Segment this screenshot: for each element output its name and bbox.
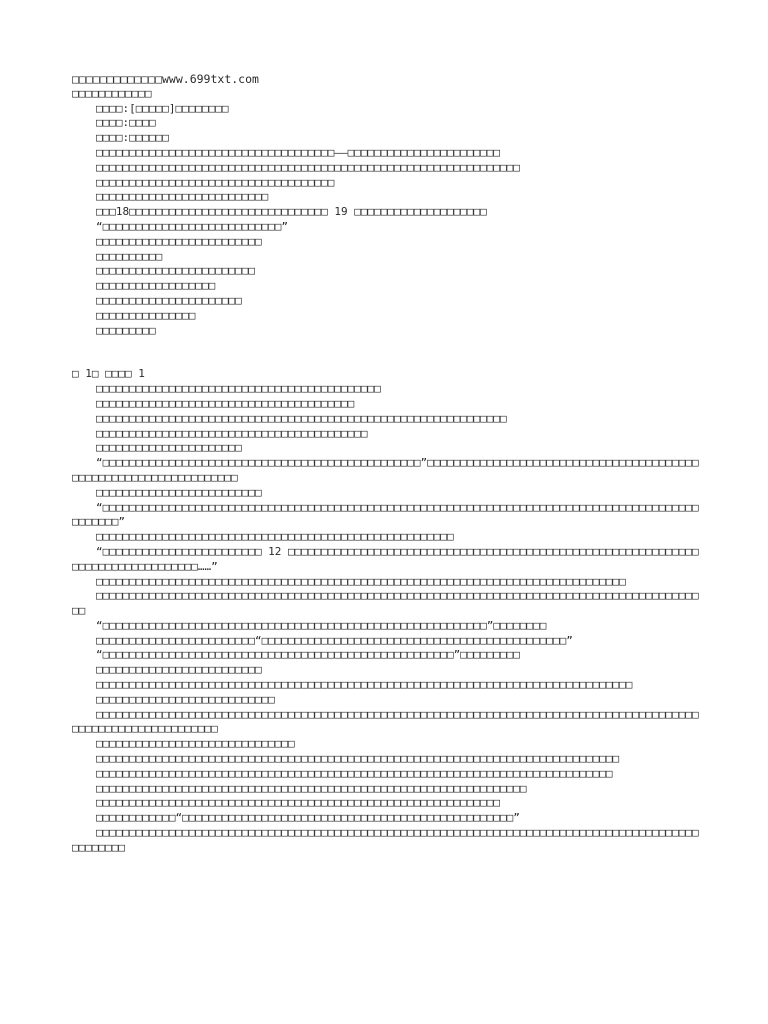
book-intro-line: □□□□□□□□□□□□□□□ <box>96 308 196 322</box>
book-intro-line: □□□□□□□□□□□□□□□□□□□□□□□□□□ <box>96 190 269 204</box>
paragraph: □□□□□□□□□□□□□□□□□□□□□□□□□□□□□□□□□□□□□□□□□□□□□□□□□□□□□□□□□□□□□□□□□□□□□□□□□□□□□□□□□□□□□□□□□□□□□□□□□□□□□□□□□□□□□□□□□ <box>72 707 699 736</box>
paragraph: “□□□□□□□□□□□□□□□□□□□□□□□□□□□□□□□□□□□□□□□□□□□□□□□□□□□□□□□□□□□□□□□□□□□□□□□□□□□□□□□□□□□□□□□□□□□□□□□□□” <box>72 500 699 529</box>
book-intro-line: “□□□□□□□□□□□□□□□□□□□□□□□□□□□” <box>96 219 289 233</box>
paragraph: □□□□□□□□□□□□□□□□□□□□□□□□□□□□□□□□□□□□□□□□□□□□□□□□□□□□□□□□□□□□□□□□□□□□□□□□□□□□□□□ <box>96 752 620 766</box>
paragraph: □□□□□□□□□□□□□□□□□□□□□□□□□□□□□□□□□□□□□□□□□□□□□□□□□□□□□□□□□□□□□□□□□□□□□□□□□□□□□□□□□□□□□□□□□□□□□□□□□□□ <box>72 826 699 854</box>
book-intro-line: □□□□□□□□□□□□□□□□□□□□□□□□ <box>96 264 255 278</box>
book-subtitle: □□□□□□□□□□□□ <box>72 86 152 100</box>
book-intro-line: □□□□□□□□□□□□□□□□□□□□□□ <box>96 293 242 307</box>
paragraph: □□□□□□□□□□□□□□□□□□□□□□□□□□□□□□□□□□□□□□□ <box>96 396 355 410</box>
book-intro-line: □□□□□□□□□□ <box>96 249 163 263</box>
paragraph: □□□□□□□□□□□□□□□□□□□□□□ <box>96 441 242 455</box>
book-intro-line: □□□□□□□□□ <box>96 323 156 337</box>
book-category: □□□□:[□□□□□]□□□□□□□□ <box>96 101 229 115</box>
paragraph: “□□□□□□□□□□□□□□□□□□□□□□□□□□□□□□□□□□□□□□□□□□□□□□□□”□□□□□□□□□□□□□□□□□□□□□□□□□□□□□□□□□□□□□□□□□□□□□□□□□□□□□□□□□□□□□□□□□□ <box>72 456 699 484</box>
paragraph: □□□□□□□□□□□□□□□□□□□□□□□□□□□□□□□□□□□□□□□□□□□□□□□□□□□□□□□□□□□□□□□□□□□□□□□□□□□□□□□□□□□□□□□□□□□□□ <box>72 589 699 618</box>
paragraph: □□□□□□□□□□□□□□□□□□□□□□□□□□□□□□□□□□□□□□□□□□□□□□□□□□□□□□□□□□□□□ <box>96 796 500 810</box>
paragraph: □□□□□□□□□□□□□□□□□□□□□□□□□□□□□□□□□□□□□□□□□□□ <box>96 382 381 396</box>
paragraph: “□□□□□□□□□□□□□□□□□□□□□□□□□□□□□□□□□□□□□□□□□□□□□□□□□□□□□□□□□□”□□□□□□□□ <box>96 618 547 632</box>
book-intro-line: □□□□□□□□□□□□□□□□□□□□□□□□□□□□□□□□□□□□□□□□□□□□□□□□□□□□□□□□□□□□□□□□ <box>96 160 520 174</box>
paragraph: “□□□□□□□□□□□□□□□□□□□□□□□□ 12 □□□□□□□□□□□□□□□□□□□□□□□□□□□□□□□□□□□□□□□□□□□□□□□□□□□□□□□□□□□□□□□□□□□□□□□□□□□□□□□□□……” <box>72 544 699 573</box>
paragraph: □□□□□□□□□□□□□□□□□□□□□□□□□□□□□□□□□□□□□□□□□□□□□□□□□□□□□□□□□□□□□□□□□ <box>96 781 527 795</box>
paragraph: □□□□□□□□□□□□□□□□□□□□□□□□□ <box>96 485 262 499</box>
paragraph: □□□□□□□□□□□□“□□□□□□□□□□□□□□□□□□□□□□□□□□□□□□□□□□□□□□□□□□□□□□□□□□” <box>96 811 520 825</box>
site-header-line: □□□□□□□□□□□□□www.699txt.com <box>72 72 259 86</box>
book-intro-line: □□□□□□□□□□□□□□□□□□□□□□□□□□□□□□□□□□□□——□□□□□□□□□□□□□□□□□□□□□□□ <box>96 145 500 159</box>
book-author: □□□□:□□□□ <box>96 116 156 130</box>
paragraph: □□□□□□□□□□□□□□□□□□□□□□□□□□□□□□□□□□□□□□□□□□□□□□□□□□□□□□□□□□□□□□ <box>96 411 507 425</box>
paragraph: □□□□□□□□□□□□□□□□□□□□□□□□□□□□□□□□□□□□□□□□□ <box>96 426 368 440</box>
book-intro-line: □□□□□□□□□□□□□□□□□□ <box>96 279 216 293</box>
paragraph: □□□□□□□□□□□□□□□□□□□□□□□□□□□□□□□□□□□□□□□□□□□□□□□□□□□□□□ <box>96 530 454 544</box>
paragraph: □□□□□□□□□□□□□□□□□□□□□□□□□□□□□□ <box>96 737 295 751</box>
section-gap <box>72 338 702 367</box>
chapter-text <box>72 382 702 856</box>
book-intro-line: □□□□□□□□□□□□□□□□□□□□□□□□□□□□□□□□□□□□ <box>96 175 335 189</box>
book-intro-line: □□□18□□□□□□□□□□□□□□□□□□□□□□□□□□□□□□ 19 □□□□□□□□□□□□□□□□□□□□ <box>96 205 487 219</box>
paragraph: □□□□□□□□□□□□□□□□□□□□□□□□□□□□□□□□□□□□□□□□□□□□□□□□□□□□□□□□□□□□□□□□□□□□□□□□□□□□□□□□□ <box>96 678 633 692</box>
document-body <box>72 72 702 856</box>
book-intro-line: □□□□□□□□□□□□□□□□□□□□□□□□□ <box>96 234 262 248</box>
paragraph: □□□□□□□□□□□□□□□□□□□□□□□□□ <box>96 663 262 677</box>
book-info-block <box>72 102 702 339</box>
book-status: □□□□:□□□□□□ <box>96 131 169 145</box>
paragraph: □□□□□□□□□□□□□□□□□□□□□□□□□□□□□□□□□□□□□□□□□□□□□□□□□□□□□□□□□□□□□□□□□□□□□□□□□□□□□□□□ <box>96 574 626 588</box>
paragraph: “□□□□□□□□□□□□□□□□□□□□□□□□□□□□□□□□□□□□□□□□□□□□□□□□□□□□□”□□□□□□□□□ <box>96 648 520 662</box>
paragraph: □□□□□□□□□□□□□□□□□□□□□□□□“□□□□□□□□□□□□□□□□□□□□□□□□□□□□□□□□□□□□□□□□□□□□□□” <box>96 633 573 647</box>
paragraph: □□□□□□□□□□□□□□□□□□□□□□□□□□□□□□□□□□□□□□□□□□□□□□□□□□□□□□□□□□□□□□□□□□□□□□□□□□□□□□ <box>96 766 613 780</box>
chapter-title: □ 1□ □□□□ 1 <box>72 367 145 381</box>
paragraph: □□□□□□□□□□□□□□□□□□□□□□□□□□□ <box>96 692 275 706</box>
